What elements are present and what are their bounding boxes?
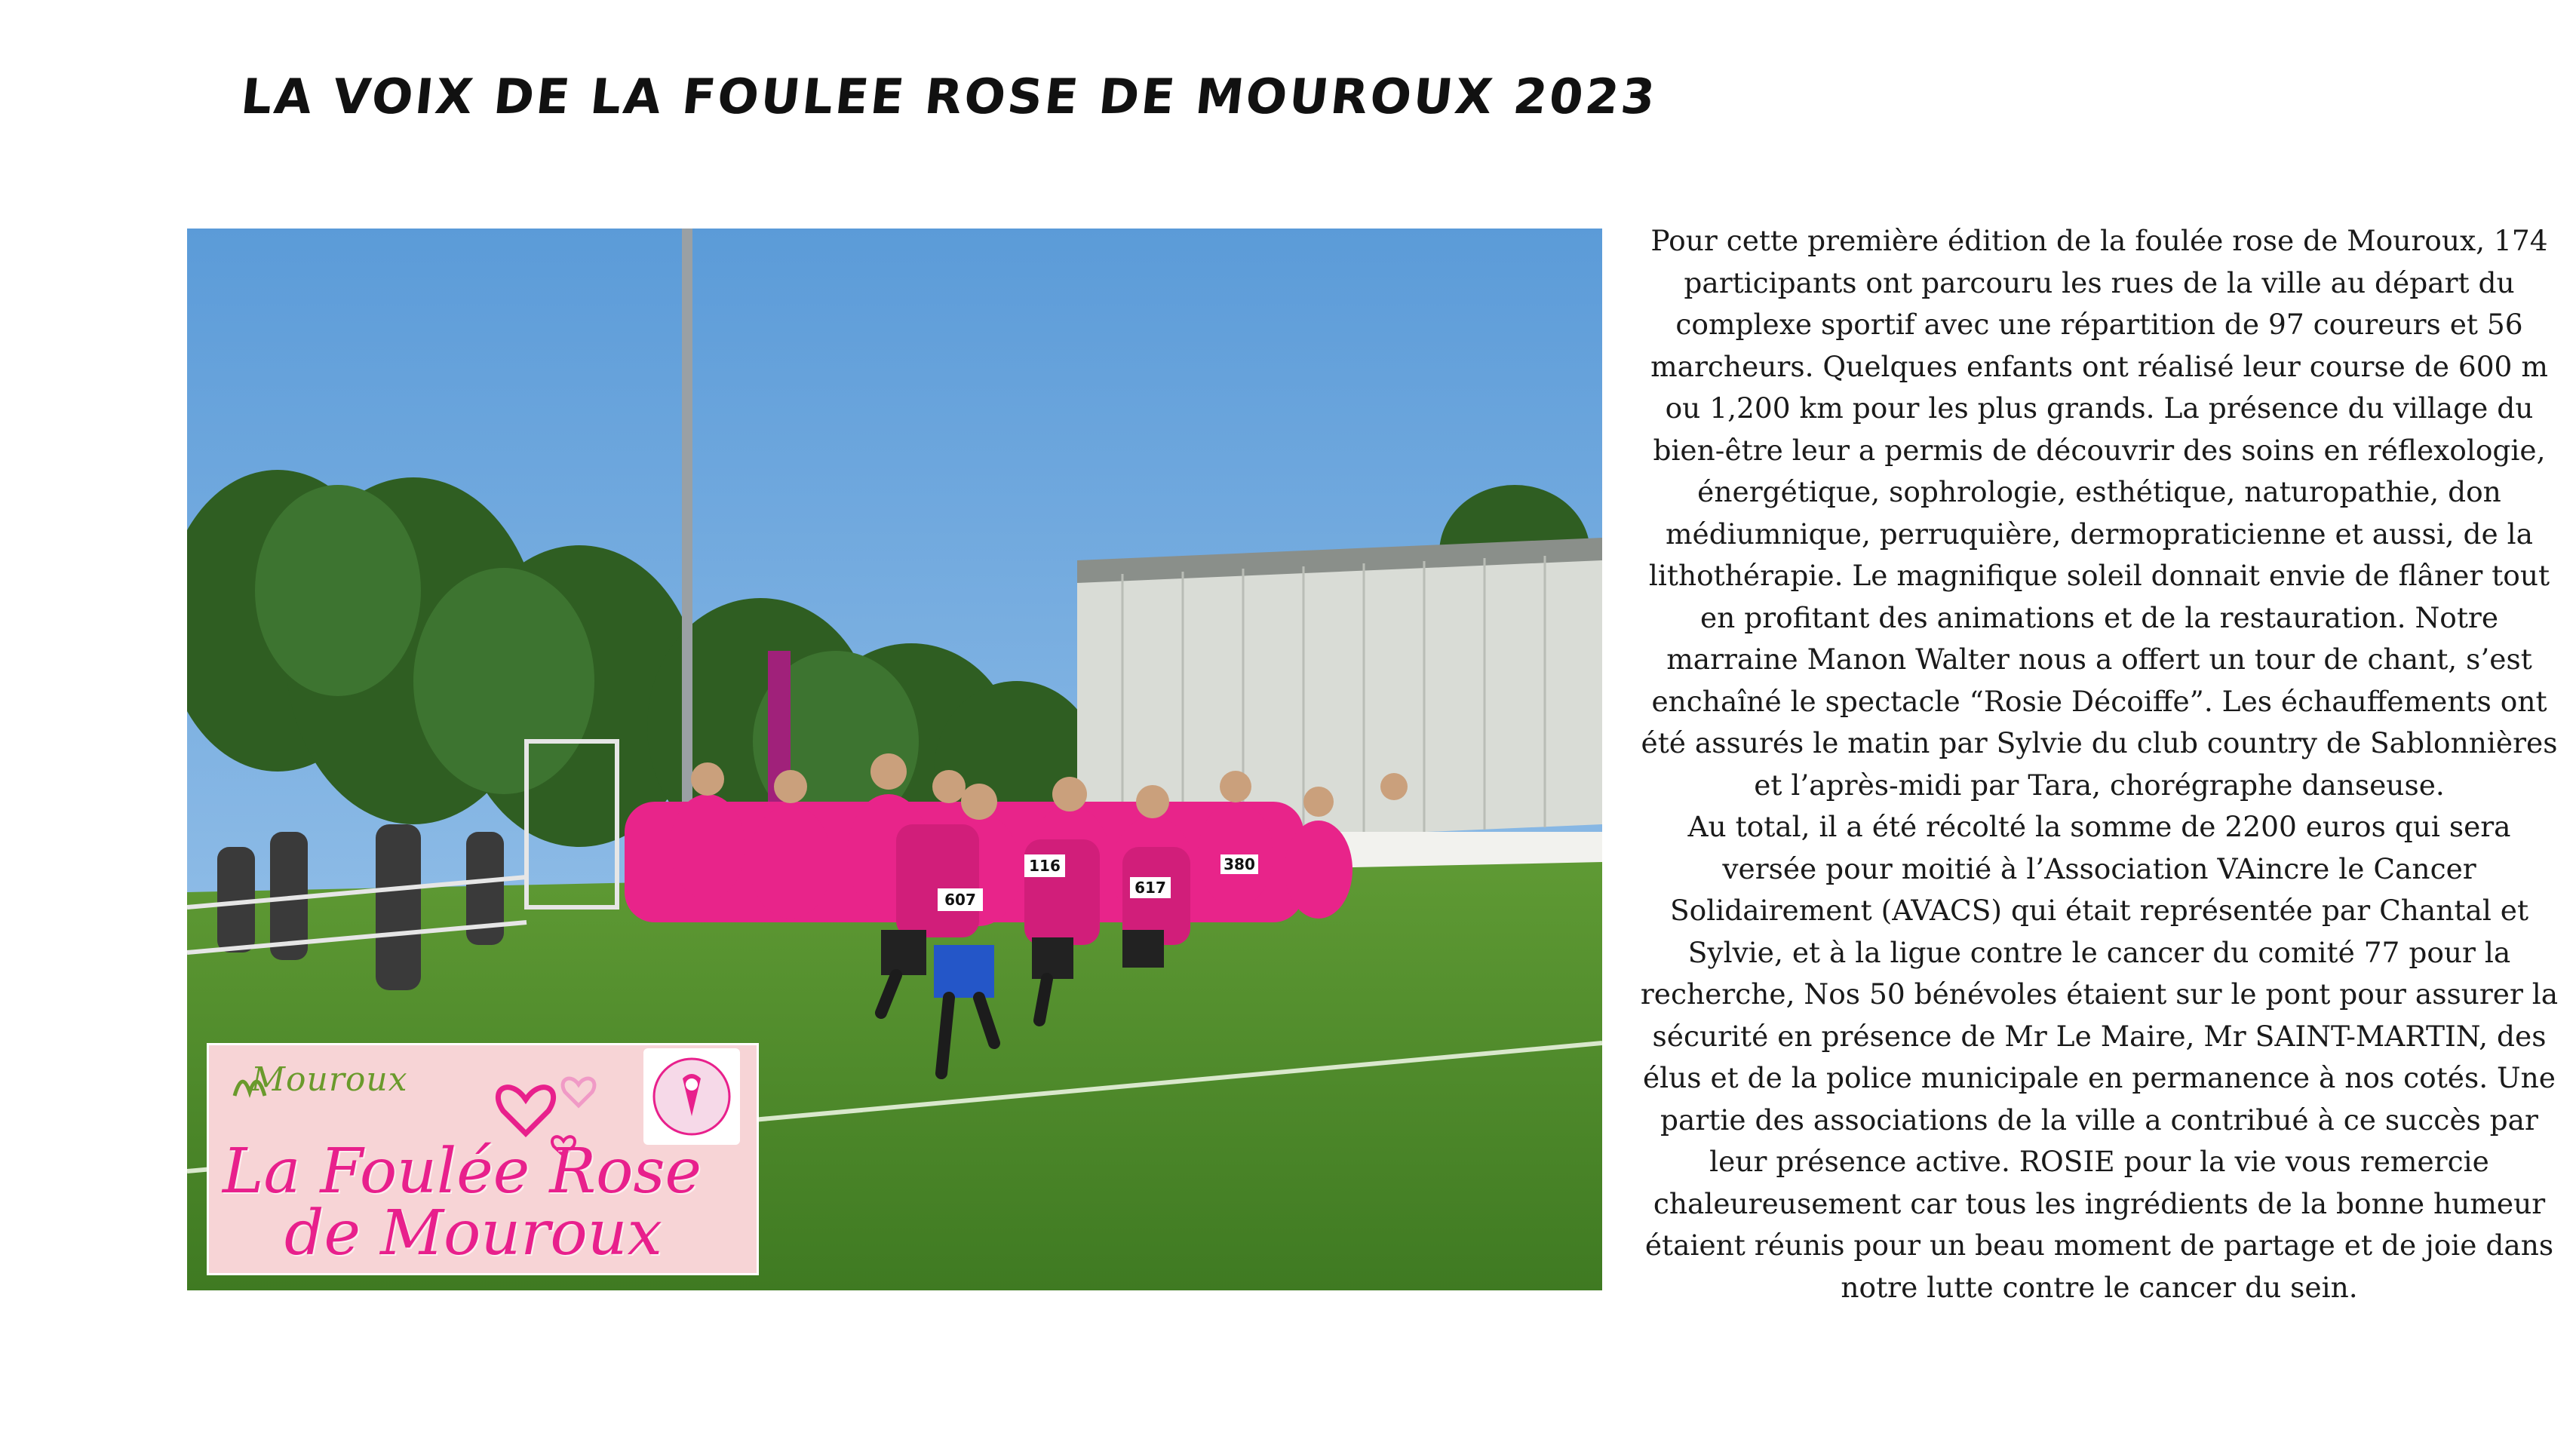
logo-title-line2: de Mouroux — [284, 1198, 662, 1269]
page-title: LA VOIX DE LA FOULEE ROSE DE MOUROUX 2023 — [238, 69, 1660, 125]
bib-number: 617 — [1134, 879, 1166, 897]
logo-title-line1: La Foulée Rose — [223, 1136, 702, 1207]
article-paragraph-2: Au total, il a été récolté la somme de 2200 euros qui sera versée pour moitié à l’Association VAincre le Cancer Solidairement (AVACS) qui était représentée par Chantal et Sylvie, et à la ligue contre le cancer du comité 77 pour la recherche, Nos 50 bénévoles étaient sur le pont pour assurer la sécurité en présence de Mr Le Maire, Mr SAINT-MARTIN, des élus et de la police municipale en permanence à nos cotés. Une partie des associations de la ville a contribué à ce succès par leur présence active. ROSIE pour la vie vous remercie chaleureusement car tous les ingrédients de la bonne humeur étaient réunis pour un beau moment de partage et de joie dans notre lutte contre le cancer du sein. — [1640, 810, 2559, 1304]
mouroux-brand: Mouroux — [251, 1060, 408, 1099]
ribbon-badge-icon — [643, 1048, 740, 1145]
bib-number: 607 — [944, 891, 976, 909]
foulee-rose-logo — [207, 1043, 759, 1275]
bib-number: 380 — [1224, 855, 1255, 873]
article-text — [1640, 220, 2559, 1308]
bib-number: 116 — [1029, 857, 1061, 875]
article-paragraph-1: Pour cette première édition de la foulée rose de Mouroux, 174 participants ont parcouru les rues de la ville au départ du complexe sportif avec une répartition de 97 coureurs et 56 marcheurs. Quelques enfants ont réalisé leur course de 600 m ou 1,200 km pour les plus grands. La présence du village du bien-être leur a permis de découvrir des soins en réflexologie, énergétique, sophrologie, esthétique, naturopathie, don médiumnique, perruquière, dermopraticienne et aussi, de la lithothérapie. Le magnifique soleil donnait envie de flâner tout en profitant des animations et de la restauration. Notre marraine Manon Walter nous a offert un tour de chant, s’est enchaîné le spectacle “Rosie Décoiffe”. Les échauffements ont été assurés le matin par Sylvie du club country de Sablonnières et l’après-midi par Tara, chorégraphe danseuse. — [1641, 224, 2558, 802]
association-badge — [643, 1048, 740, 1145]
race-photo — [187, 229, 1602, 1290]
